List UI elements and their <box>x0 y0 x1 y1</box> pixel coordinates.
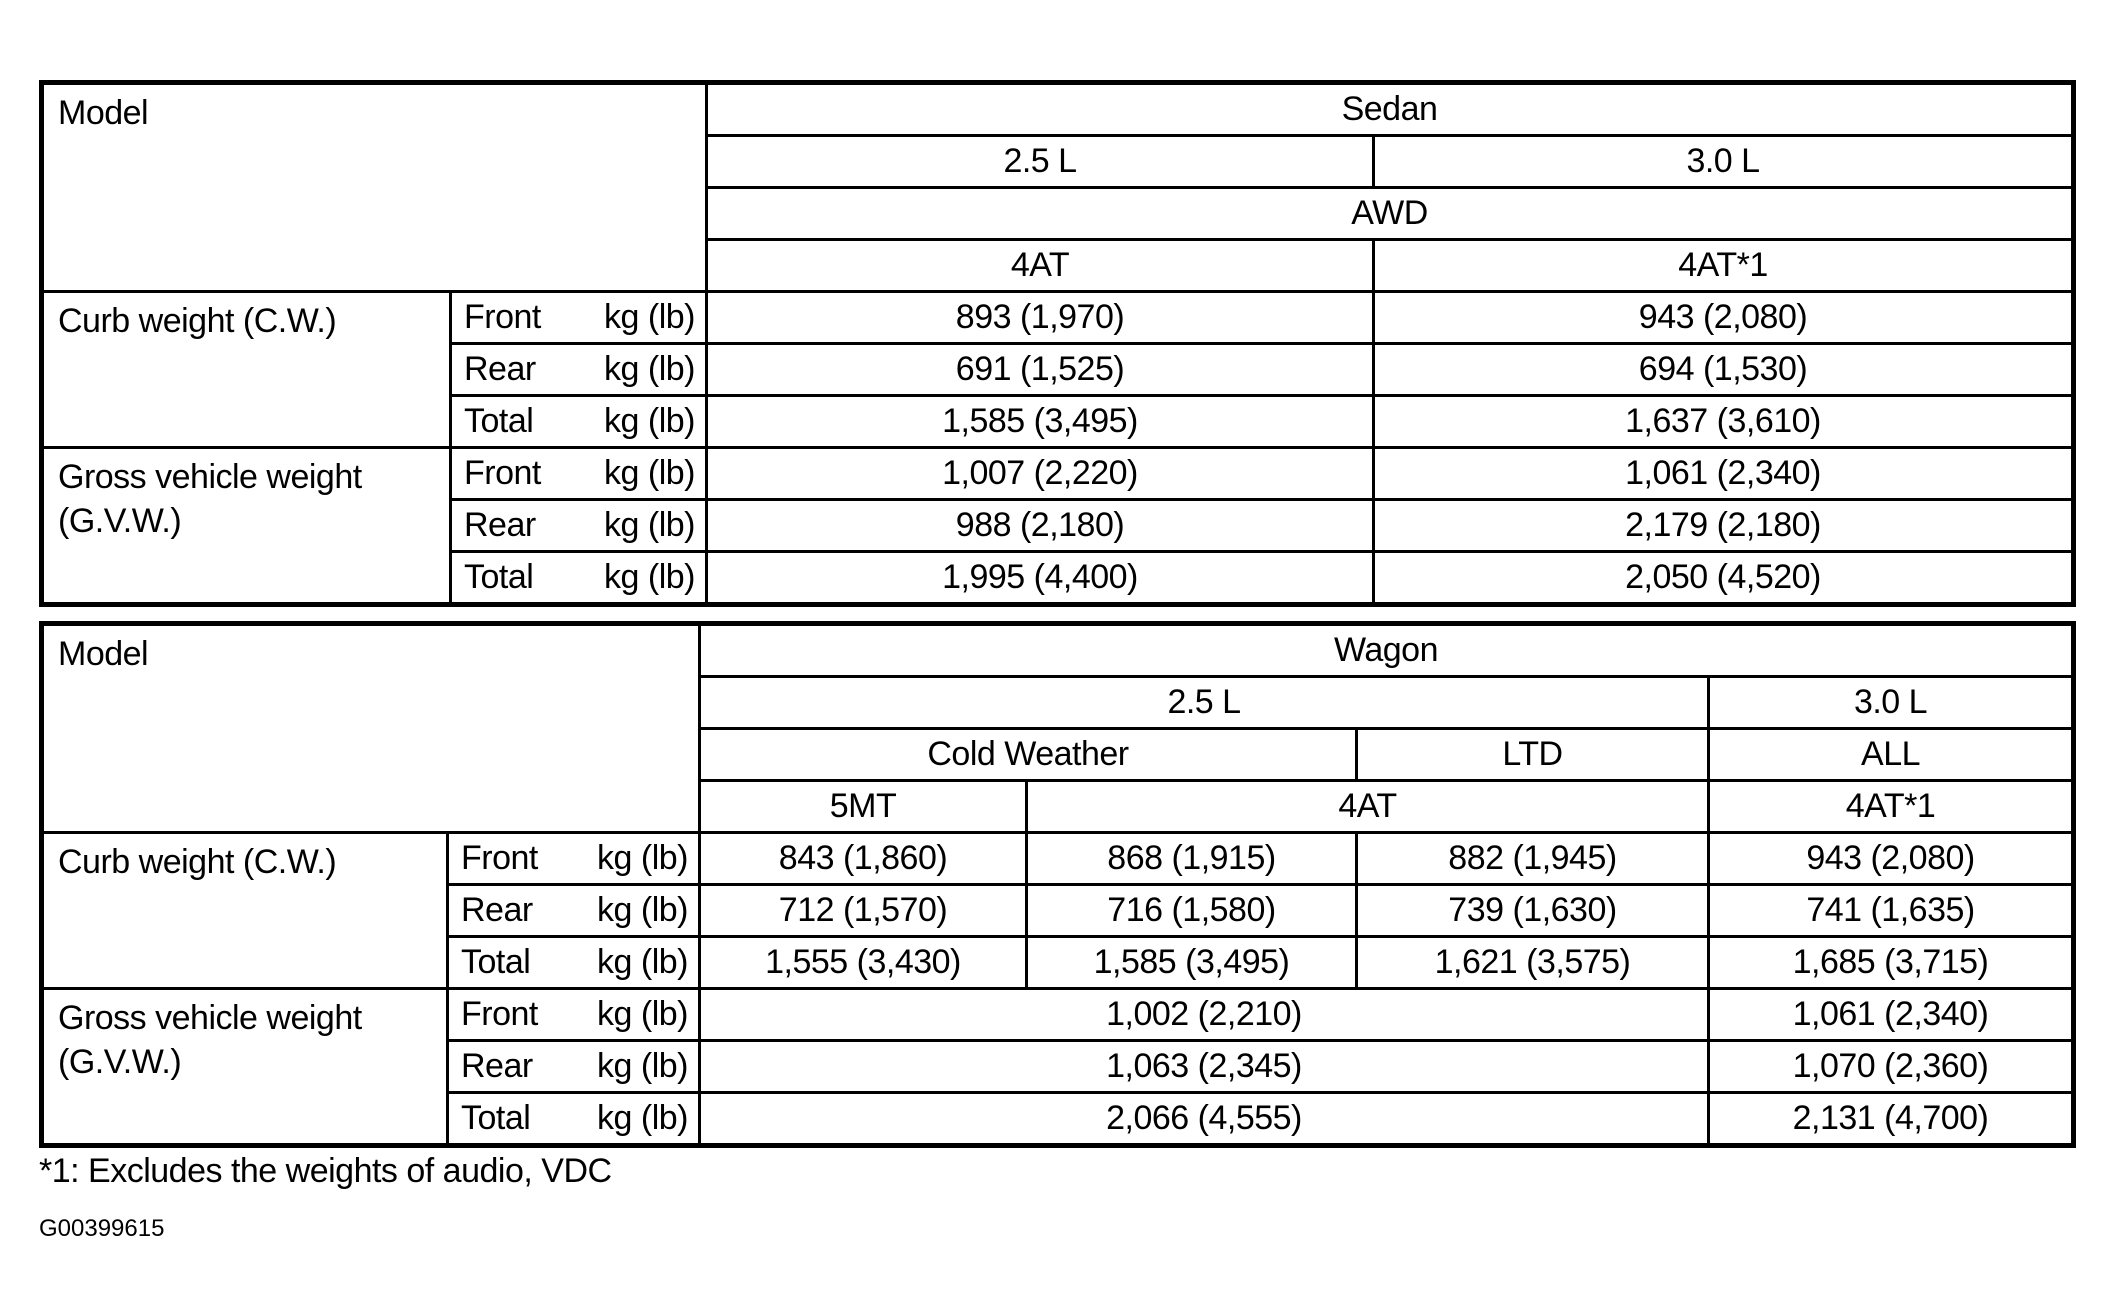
gvw-label-line2: (G.V.W.) <box>58 1043 182 1081</box>
unit-label: kg (lb) <box>574 833 700 885</box>
weight-cell: 882 (1,945) <box>1357 833 1709 885</box>
drive-header: AWD <box>707 188 2074 240</box>
weight-cell: 1,585 (3,495) <box>707 396 1374 448</box>
transmission-header: 4AT <box>707 240 1374 292</box>
weight-cell: 716 (1,580) <box>1027 885 1357 937</box>
transmission-header: 4AT <box>1027 781 1709 833</box>
weight-cell: 1,555 (3,430) <box>700 937 1027 989</box>
position-label: Front <box>448 989 574 1041</box>
gvw-label <box>42 448 451 605</box>
transmission-header: 5MT <box>700 781 1027 833</box>
weight-cell: 1,070 (2,360) <box>1709 1041 2074 1093</box>
position-label: Total <box>448 937 574 989</box>
weight-cell: 988 (2,180) <box>707 500 1374 552</box>
weight-cell: 943 (2,080) <box>1374 292 2074 344</box>
weight-cell: 741 (1,635) <box>1709 885 2074 937</box>
unit-label: kg (lb) <box>581 292 707 344</box>
weight-cell: 739 (1,630) <box>1357 885 1709 937</box>
unit-label: kg (lb) <box>574 1041 700 1093</box>
unit-label: kg (lb) <box>581 396 707 448</box>
transmission-header: 4AT*1 <box>1709 781 2074 833</box>
weight-cell: 2,050 (4,520) <box>1374 552 2074 605</box>
weight-cell: 1,061 (2,340) <box>1709 989 2074 1041</box>
gvw-label-line1: Gross vehicle weight <box>58 999 362 1037</box>
weight-cell: 1,995 (4,400) <box>707 552 1374 605</box>
position-label: Total <box>451 552 581 605</box>
weight-cell: 1,621 (3,575) <box>1357 937 1709 989</box>
position-label: Front <box>451 292 581 344</box>
weight-cell: 2,066 (4,555) <box>700 1093 1709 1146</box>
unit-label: kg (lb) <box>581 552 707 605</box>
curb-weight-label: Curb weight (C.W.) <box>42 833 448 989</box>
position-label: Total <box>448 1093 574 1146</box>
body-type-header: Wagon <box>700 624 2074 677</box>
weight-cell: 691 (1,525) <box>707 344 1374 396</box>
weight-cell: 943 (2,080) <box>1709 833 2074 885</box>
engine-header: 2.5 L <box>707 136 1374 188</box>
weight-cell: 1,685 (3,715) <box>1709 937 2074 989</box>
model-label: Model <box>42 83 707 292</box>
gvw-label <box>42 989 448 1146</box>
position-label: Total <box>451 396 581 448</box>
weight-cell: 694 (1,530) <box>1374 344 2074 396</box>
unit-label: kg (lb) <box>581 448 707 500</box>
weight-cell: 1,637 (3,610) <box>1374 396 2074 448</box>
figure-code: G00399615 <box>39 1215 165 1242</box>
footnote: *1: Excludes the weights of audio, VDC <box>39 1152 612 1190</box>
wagon-weight-table <box>39 621 2076 1148</box>
curb-weight-label: Curb weight (C.W.) <box>42 292 451 448</box>
trim-header: ALL <box>1709 729 2074 781</box>
engine-header: 3.0 L <box>1709 677 2074 729</box>
engine-header: 2.5 L <box>700 677 1709 729</box>
unit-label: kg (lb) <box>574 1093 700 1146</box>
sedan-weight-table <box>39 80 2076 607</box>
gvw-label-line2: (G.V.W.) <box>58 502 182 540</box>
position-label: Rear <box>448 885 574 937</box>
weight-cell: 1,007 (2,220) <box>707 448 1374 500</box>
weight-cell: 2,131 (4,700) <box>1709 1093 2074 1146</box>
weight-cell: 2,179 (2,180) <box>1374 500 2074 552</box>
weight-cell: 843 (1,860) <box>700 833 1027 885</box>
weight-cell: 1,061 (2,340) <box>1374 448 2074 500</box>
engine-header: 3.0 L <box>1374 136 2074 188</box>
weight-cell: 712 (1,570) <box>700 885 1027 937</box>
unit-label: kg (lb) <box>581 500 707 552</box>
unit-label: kg (lb) <box>574 885 700 937</box>
position-label: Front <box>448 833 574 885</box>
weight-cell: 1,002 (2,210) <box>700 989 1709 1041</box>
model-label: Model <box>42 624 700 833</box>
body-type-header: Sedan <box>707 83 2074 136</box>
position-label: Rear <box>451 344 581 396</box>
gvw-label-line1: Gross vehicle weight <box>58 458 362 496</box>
trim-header: LTD <box>1357 729 1709 781</box>
unit-label: kg (lb) <box>574 989 700 1041</box>
weight-cell: 1,063 (2,345) <box>700 1041 1709 1093</box>
unit-label: kg (lb) <box>574 937 700 989</box>
position-label: Rear <box>451 500 581 552</box>
trim-header: Cold Weather <box>700 729 1357 781</box>
weight-cell: 1,585 (3,495) <box>1027 937 1357 989</box>
position-label: Rear <box>448 1041 574 1093</box>
weight-cell: 893 (1,970) <box>707 292 1374 344</box>
transmission-header: 4AT*1 <box>1374 240 2074 292</box>
unit-label: kg (lb) <box>581 344 707 396</box>
position-label: Front <box>451 448 581 500</box>
weight-cell: 868 (1,915) <box>1027 833 1357 885</box>
